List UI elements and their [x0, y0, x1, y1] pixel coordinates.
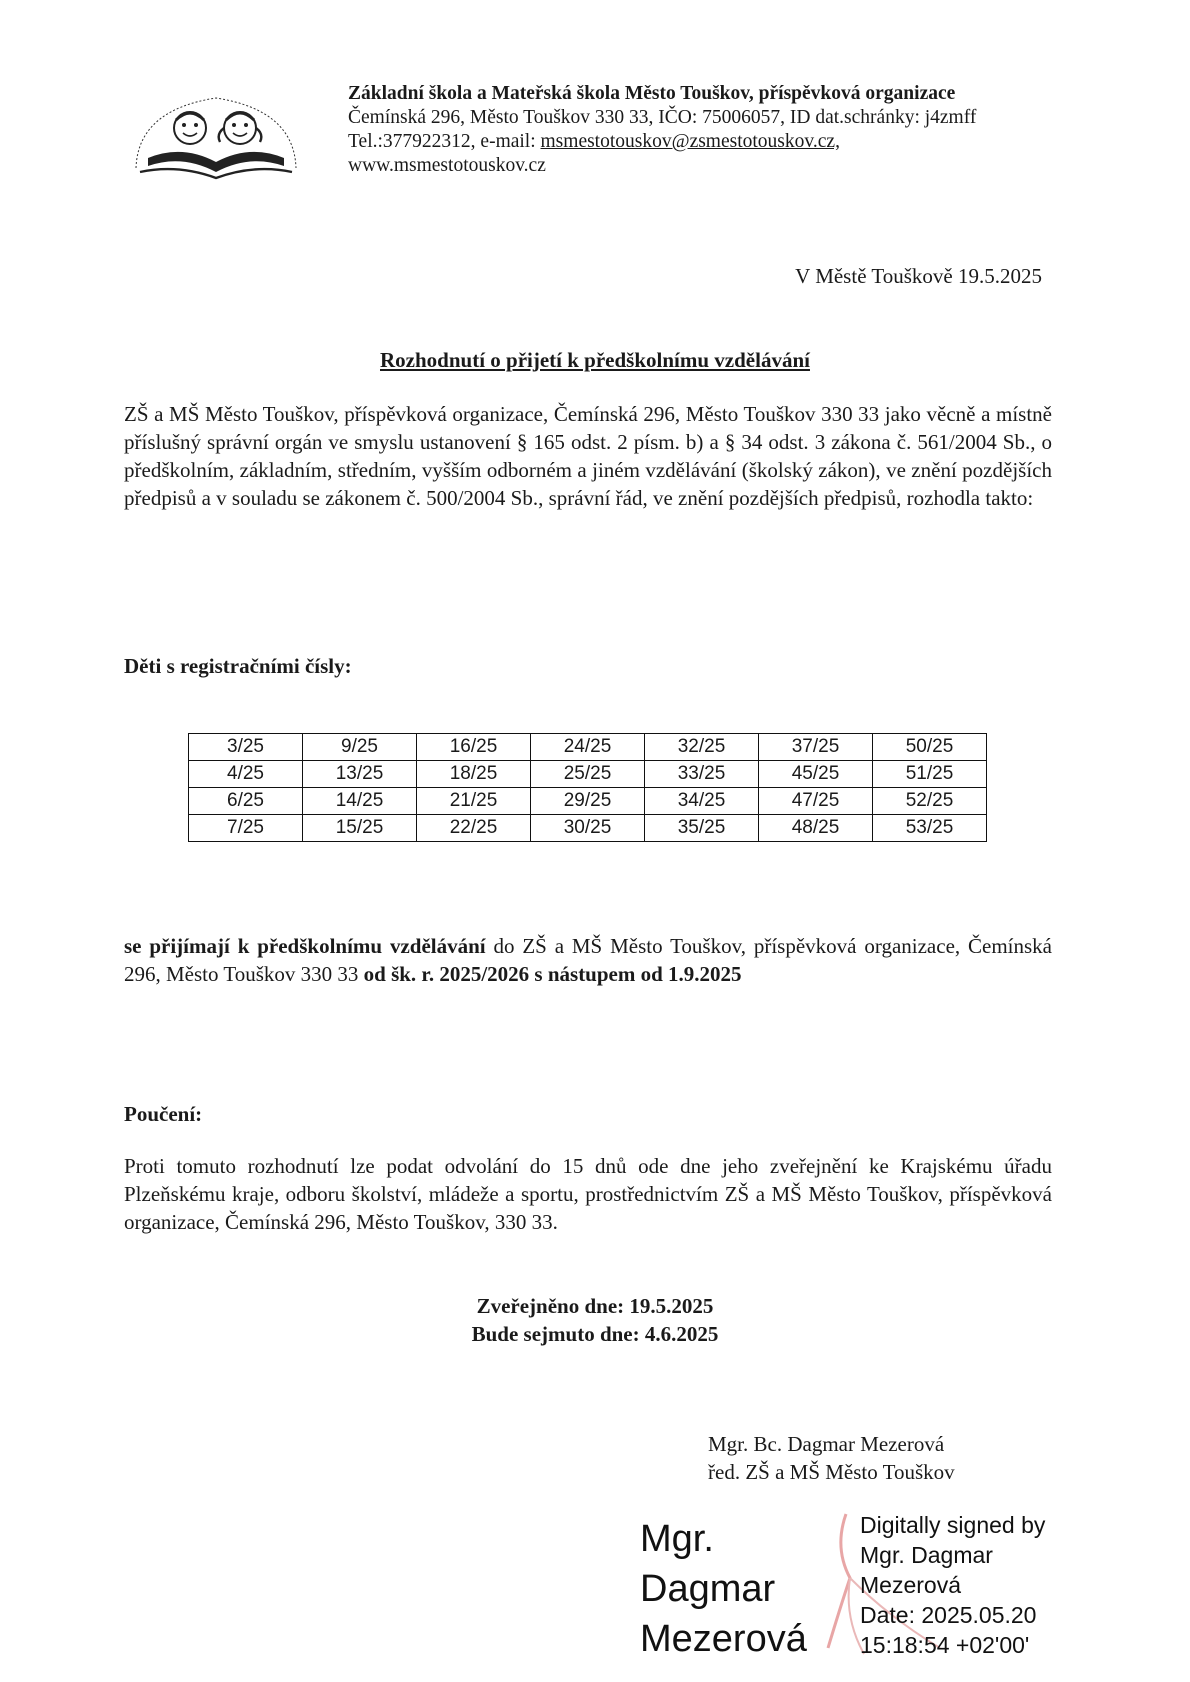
school-web[interactable]: www.msmestotouskov.cz	[348, 155, 546, 176]
registration-cell: 32/25	[645, 734, 759, 761]
registration-cell: 47/25	[759, 788, 873, 815]
registration-cell: 13/25	[303, 761, 417, 788]
decision-bold-start: se přijímají k předškolnímu vzdělávání	[124, 934, 486, 958]
school-name: Základní škola a Mateřská škola Město Touškov, příspěvková organizace	[348, 83, 956, 104]
school-contact	[348, 130, 976, 154]
school-address: Čemínská 296, Město Touškov 330 33, IČO: 75006057, ID dat.schránky: j4zmff	[348, 107, 977, 128]
signature-line-2: Dagmar	[640, 1568, 776, 1610]
signature-line-3: Mezerová	[640, 1618, 807, 1660]
registration-cell: 18/25	[417, 761, 531, 788]
tel-label: Tel.:377922312, e-mail:	[348, 131, 541, 152]
decision-paragraph	[124, 932, 1052, 988]
intro-paragraph: ZŠ a MŠ Město Touškov, příspěvková organizace, Čemínská 296, Město Touškov 330 33 jako věcně a místně příslušný správní orgán ve smyslu ustanovení § 165 odst. 2 písm. b) a § 34 odst. 3 zákona č. 561/2004 Sb., o předškolním, základním, středním, vyšším odborném a jiném vzdělávání (školský zákon), ve znění pozdějších předpisů a v souladu se zákonem č. 500/2004 Sb., správní řád, ve znění pozdějších předpisů, rozhodla takto:	[124, 402, 1052, 510]
registration-table	[188, 733, 987, 842]
registration-cell: 52/25	[873, 788, 987, 815]
signer-block	[708, 1430, 955, 1486]
signer-role: řed. ZŠ a MŠ Město Touškov	[708, 1460, 955, 1484]
sig-text-3: Mezerová	[860, 1572, 961, 1598]
published-date: Zveřejněno dne: 19.5.2025	[476, 1294, 714, 1318]
registration-cell: 33/25	[645, 761, 759, 788]
sig-text-2: Mgr. Dagmar	[860, 1542, 993, 1568]
registration-cell: 6/25	[189, 788, 303, 815]
school-logo	[118, 80, 314, 184]
appeal-paragraph: Proti tomuto rozhodnutí lze podat odvolání do 15 dnů ode dne jeho zveřejnění ke Krajskému úřadu Plzeňskému kraje, odboru školství, mládeže a sportu, prostřednictvím ZŠ a MŠ Město Touškov, příspěvková organizace, Čemínská 296, Město Touškov, 330 33.	[124, 1154, 1052, 1234]
registration-cell: 7/25	[189, 815, 303, 842]
table-row	[189, 761, 987, 788]
instruction-label: Poučení:	[124, 1102, 203, 1126]
registration-cell: 53/25	[873, 815, 987, 842]
registration-cell: 30/25	[531, 815, 645, 842]
registration-cell: 45/25	[759, 761, 873, 788]
signer-name: Mgr. Bc. Dagmar Mezerová	[708, 1432, 945, 1456]
sig-text-4: Date: 2025.05.20	[860, 1602, 1037, 1628]
sig-text-1: Digitally signed by	[860, 1512, 1046, 1538]
registration-cell: 48/25	[759, 815, 873, 842]
registration-cell: 16/25	[417, 734, 531, 761]
registration-cell: 29/25	[531, 788, 645, 815]
document-title: Rozhodnutí o přijetí k předškolnímu vzdělávání	[380, 348, 810, 372]
registration-cell: 35/25	[645, 815, 759, 842]
signature-line-1: Mgr.	[640, 1518, 714, 1560]
digital-signature-text	[860, 1510, 1045, 1660]
table-row	[189, 734, 987, 761]
email-link[interactable]: msmestotouskov@zsmestotouskov.cz,	[540, 131, 840, 152]
registration-cell: 34/25	[645, 788, 759, 815]
registration-cell: 22/25	[417, 815, 531, 842]
registration-cell: 24/25	[531, 734, 645, 761]
registration-cell: 51/25	[873, 761, 987, 788]
registration-cell: 9/25	[303, 734, 417, 761]
registration-label: Děti s registračními čísly:	[124, 654, 352, 678]
signature-name-large	[640, 1514, 807, 1664]
decision-middle: do ZŠ a MŠ Město Touškov, příspěvková organizace, Čemínská 296, Město Touškov 330 33	[124, 934, 1052, 986]
removal-date: Bude sejmuto dne: 4.6.2025	[471, 1322, 719, 1346]
sig-text-5: 15:18:54 +02'00'	[860, 1632, 1030, 1658]
registration-cell: 14/25	[303, 788, 417, 815]
date-line: V Městě Touškově 19.5.2025	[795, 264, 1042, 288]
table-row	[189, 788, 987, 815]
registration-cell: 37/25	[759, 734, 873, 761]
table-row	[189, 815, 987, 842]
registration-cell: 15/25	[303, 815, 417, 842]
registration-cell: 4/25	[189, 761, 303, 788]
registration-cell: 21/25	[417, 788, 531, 815]
registration-cell: 3/25	[189, 734, 303, 761]
registration-cell: 25/25	[531, 761, 645, 788]
letterhead	[348, 82, 976, 178]
decision-bold-end: od šk. r. 2025/2026 s nástupem od 1.9.2025	[363, 962, 742, 986]
registration-cell: 50/25	[873, 734, 987, 761]
